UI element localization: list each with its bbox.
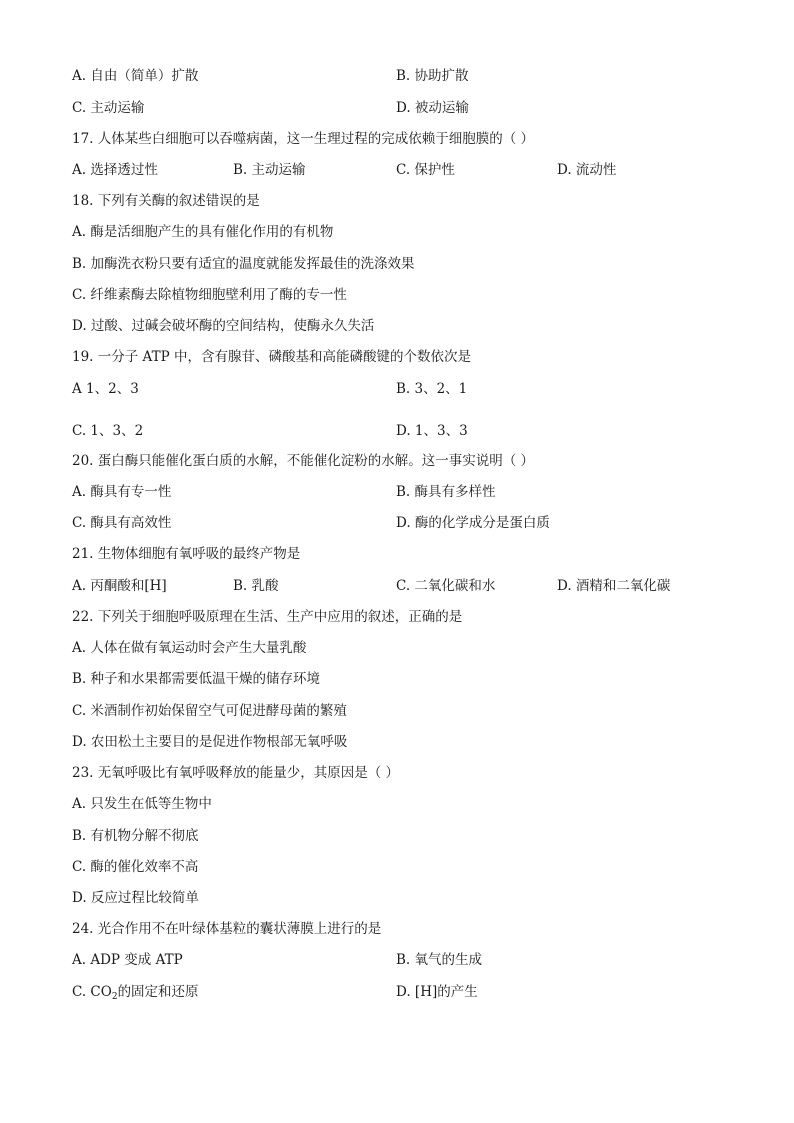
q21-option-d: D. 酒精和二氧化碳	[557, 578, 671, 594]
q18-option-a: A. 酶是活细胞产生的具有催化作用的有机物	[72, 224, 334, 240]
q22-option-d: D. 农田松土主要目的是促进作物根部无氧呼吸	[72, 734, 348, 750]
q18-option-c: C. 纤维素酶去除植物细胞壁利用了酶的专一性	[72, 287, 347, 303]
q24-option-c	[72, 983, 199, 1006]
q21-stem: 21. 生物体细胞有氧呼吸的最终产物是	[72, 546, 301, 562]
q23-option-c: C. 酶的催化效率不高	[72, 859, 199, 875]
q22-option-b: B. 种子和水果都需要低温干燥的储存环境	[72, 671, 321, 687]
q17-option-c: C. 保护性	[396, 162, 455, 178]
q24-option-b: B. 氧气的生成	[396, 952, 483, 968]
q24-option-d: D. [H]的产生	[396, 984, 478, 1000]
q19-option-d: D. 1、3、3	[396, 423, 468, 439]
q24-option-c-suffix: 的固定和还原	[117, 984, 199, 1000]
q16-option-b: B. 协助扩散	[396, 68, 469, 84]
q23-option-b: B. 有机物分解不彻底	[72, 828, 199, 844]
q19-option-a: A 1、2、3	[72, 381, 139, 397]
q22-option-c: C. 米酒制作初始保留空气可促进酵母菌的繁殖	[72, 703, 347, 719]
q19-option-c: C. 1、3、2	[72, 423, 144, 439]
q23-option-a: A. 只发生在低等生物中	[72, 796, 212, 812]
q23-stem: 23. 无氧呼吸比有氧呼吸释放的能量少，其原因是（ ）	[72, 765, 400, 781]
q20-stem: 20. 蛋白酶只能催化蛋白质的水解，不能催化淀粉的水解。这一事实说明（ ）	[72, 453, 535, 469]
q16-option-c: C. 主动运输	[72, 100, 145, 116]
q19-stem: 19. 一分子 ATP 中，含有腺苷、磷酸基和高能磷酸键的个数依次是	[72, 349, 471, 365]
q16-option-d: D. 被动运输	[396, 100, 469, 116]
q18-stem: 18. 下列有关酶的叙述错误的是	[72, 193, 260, 209]
q17-stem: 17. 人体某些白细胞可以吞噬病菌，这一生理过程的完成依赖于细胞膜的（ ）	[72, 131, 535, 147]
q18-option-b: B. 加酶洗衣粉只要有适宜的温度就能发挥最佳的洗涤效果	[72, 256, 415, 272]
q20-option-c: C. 酶具有高效性	[72, 515, 172, 531]
q19-option-b: B. 3、2、1	[396, 381, 468, 397]
q20-option-d: D. 酶的化学成分是蛋白质	[396, 515, 550, 531]
q22-option-a: A. 人体在做有氧运动时会产生大量乳酸	[72, 640, 307, 656]
q16-option-a: A. 自由（简单）扩散	[72, 68, 199, 84]
q22-stem: 22. 下列关于细胞呼吸原理在生活、生产中应用的叙述，正确的是	[72, 609, 463, 625]
q21-option-c: C. 二氧化碳和水	[396, 578, 496, 594]
q17-option-b: B. 主动运输	[233, 162, 306, 178]
q24-option-a: A. ADP 变成 ATP	[72, 952, 183, 968]
q24-option-c-subscript: 2	[111, 992, 118, 1002]
q17-option-a: A. 选择透过性	[72, 162, 158, 178]
q20-option-a: A. 酶具有专一性	[72, 484, 172, 500]
q23-option-d: D. 反应过程比较简单	[72, 890, 199, 906]
q24-option-c-prefix: C. CO	[72, 984, 112, 1000]
q21-option-b: B. 乳酸	[233, 578, 279, 594]
q18-option-d: D. 过酸、过碱会破坏酶的空间结构，使酶永久失活	[72, 318, 375, 334]
q24-stem: 24. 光合作用不在叶绿体基粒的囊状薄膜上进行的是	[72, 921, 382, 937]
q21-option-a: A. 丙酮酸和[H]	[72, 578, 167, 594]
q20-option-b: B. 酶具有多样性	[396, 484, 496, 500]
q17-option-d: D. 流动性	[557, 162, 617, 178]
